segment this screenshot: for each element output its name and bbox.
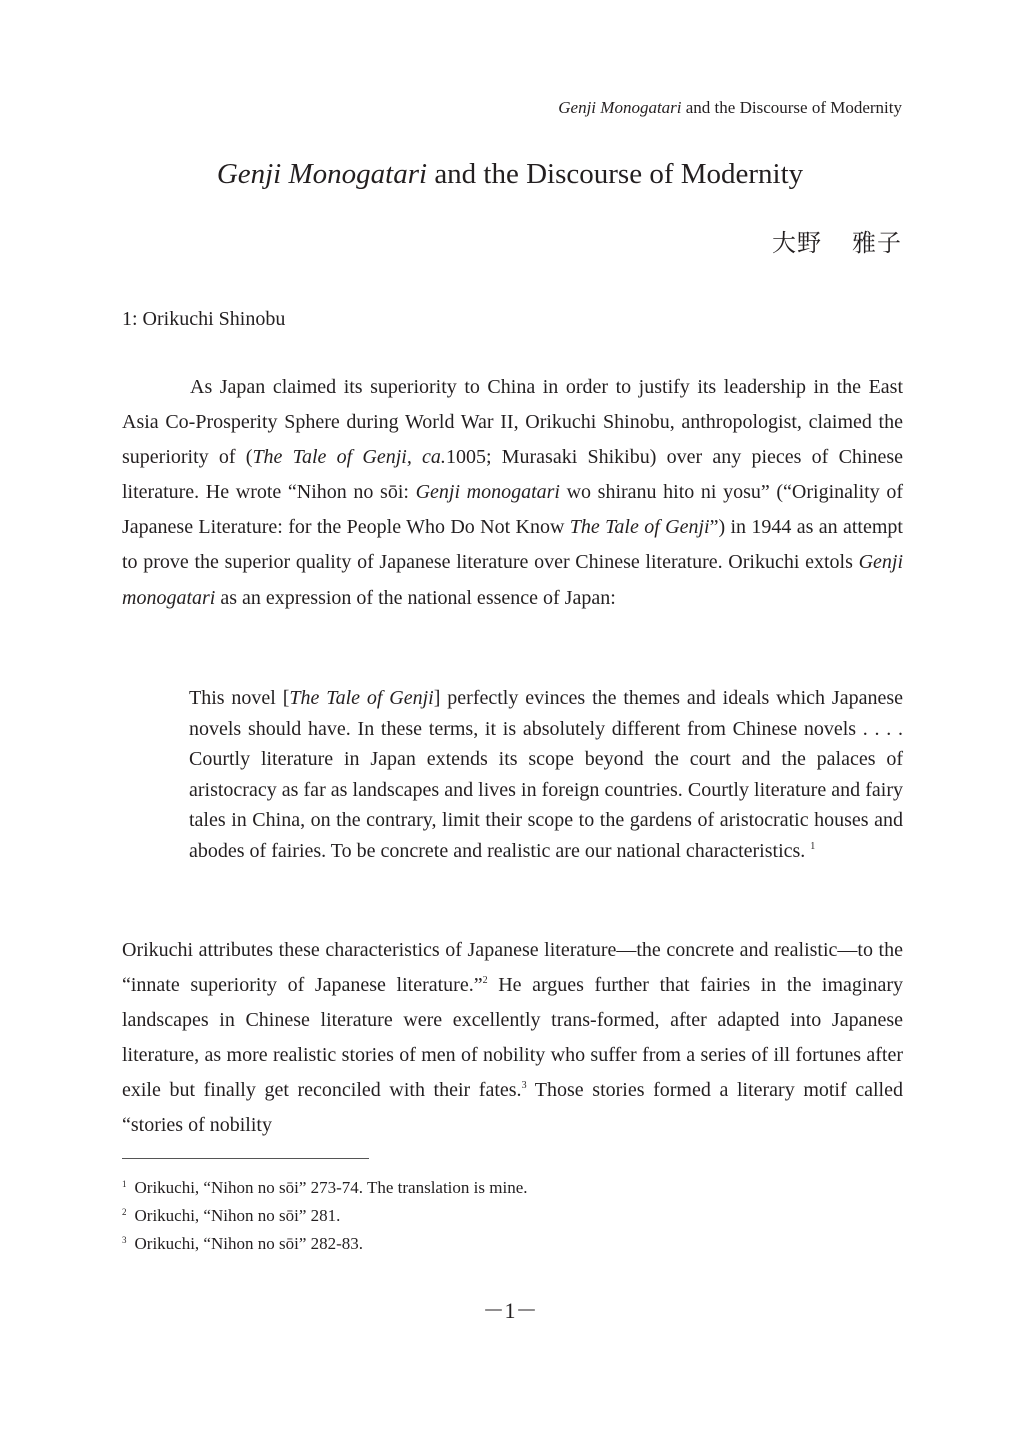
p1-text-4: ”) in 1944 as an attempt to prove the superior quality of Japanese literature over Chinese literature. Orikuchi extols bbox=[122, 516, 903, 574]
p1-italic-2: Genji monogatari bbox=[415, 481, 560, 504]
page-number: －1－ bbox=[482, 1298, 538, 1323]
footnote bbox=[122, 1200, 903, 1228]
p2-text-3: Those stories formed a literary motif called “stories of nobility bbox=[122, 1079, 903, 1137]
block-quote bbox=[189, 683, 903, 866]
p1-text-1: As Japan claimed its superiority to China in order to justify its leadership in the East Asia Co-Prosperity Sphere during World War II, Orikuchi Shinobu, anthropologist, claimed the superiority of ( bbox=[122, 376, 903, 469]
title-rest: and the Discourse of Modernity bbox=[427, 158, 804, 190]
quote-text-1: This novel [ bbox=[189, 687, 290, 709]
footnotes bbox=[122, 1172, 903, 1256]
running-head-rest: and the Discourse of Modernity bbox=[681, 98, 902, 117]
p1-text-3: wo shiranu hito ni yosu” (“Originality of Japanese Literature: for the People Who Do Not Know bbox=[122, 481, 903, 539]
footnote-text: Orikuchi, “Nihon no sōi” 273-74. The translation is mine. bbox=[134, 1178, 528, 1197]
author-given-name: 雅子 bbox=[852, 231, 902, 257]
footnote-ref-2: 2 bbox=[482, 975, 488, 987]
page-title bbox=[0, 154, 1020, 194]
section-heading: 1: Orikuchi Shinobu bbox=[122, 308, 286, 330]
paragraph-2 bbox=[122, 933, 903, 1144]
quote-italic: The Tale of Genji bbox=[289, 687, 434, 709]
footnote-divider bbox=[122, 1158, 369, 1159]
author-surname: 大野 bbox=[772, 231, 822, 257]
p1-italic-4: Genji monogatari bbox=[122, 551, 903, 609]
footnote-mark: 1 bbox=[122, 1179, 127, 1189]
title-italic: Genji Monogatari bbox=[216, 158, 428, 190]
footnote bbox=[122, 1228, 903, 1256]
footnote-mark: 2 bbox=[122, 1207, 127, 1217]
author-name bbox=[772, 227, 902, 261]
p1-italic-3: The Tale of Genji bbox=[569, 516, 710, 539]
footnote-mark: 3 bbox=[122, 1235, 127, 1245]
p2-text-1: Orikuchi attributes these characteristics of Japanese literature—the concrete and realistic—to the “innate superiority of Japanese literature.” bbox=[122, 939, 903, 997]
quote-text-2: ] perfectly evinces the themes and ideals which Japanese novels should have. In these terms, it is absolutely different from Chinese novels . . . . Courtly literature in Japan extends its scope beyond the court and the palaces of aristocracy as far as landscapes and lives in foreign countries. Courtly literature and fairy tales in China, on the contrary, limit their scope to the gardens of aristocratic houses and abodes of fairies. To be concrete and realistic are our national characteristics. bbox=[189, 687, 903, 862]
p2-text-2: He argues further that fairies in the imaginary landscapes in Chinese literature were excellently trans-formed, after adapted into Japanese literature, as more realistic stories of men of nobility who suffer from a series of ill fortunes after exile but finally get reconciled with their fates. bbox=[122, 974, 904, 1102]
running-head bbox=[558, 96, 902, 120]
footnote-ref-1: 1 bbox=[810, 840, 816, 852]
footnote-text: Orikuchi, “Nihon no sōi” 282-83. bbox=[134, 1234, 364, 1253]
footnote-text: Orikuchi, “Nihon no sōi” 281. bbox=[134, 1206, 341, 1225]
footnote bbox=[122, 1172, 903, 1200]
p1-text-5: as an expression of the national essence of Japan: bbox=[215, 586, 616, 609]
p1-italic-1: The Tale of Genji, ca. bbox=[252, 446, 446, 469]
running-head-italic: Genji Monogatari bbox=[558, 98, 682, 117]
footnote-ref-3: 3 bbox=[521, 1080, 527, 1092]
p1-text-2: 1005; Murasaki Shikibu) over any pieces of Chinese literature. He wrote “Nihon no sōi: bbox=[122, 446, 903, 504]
paragraph-1 bbox=[122, 370, 903, 616]
